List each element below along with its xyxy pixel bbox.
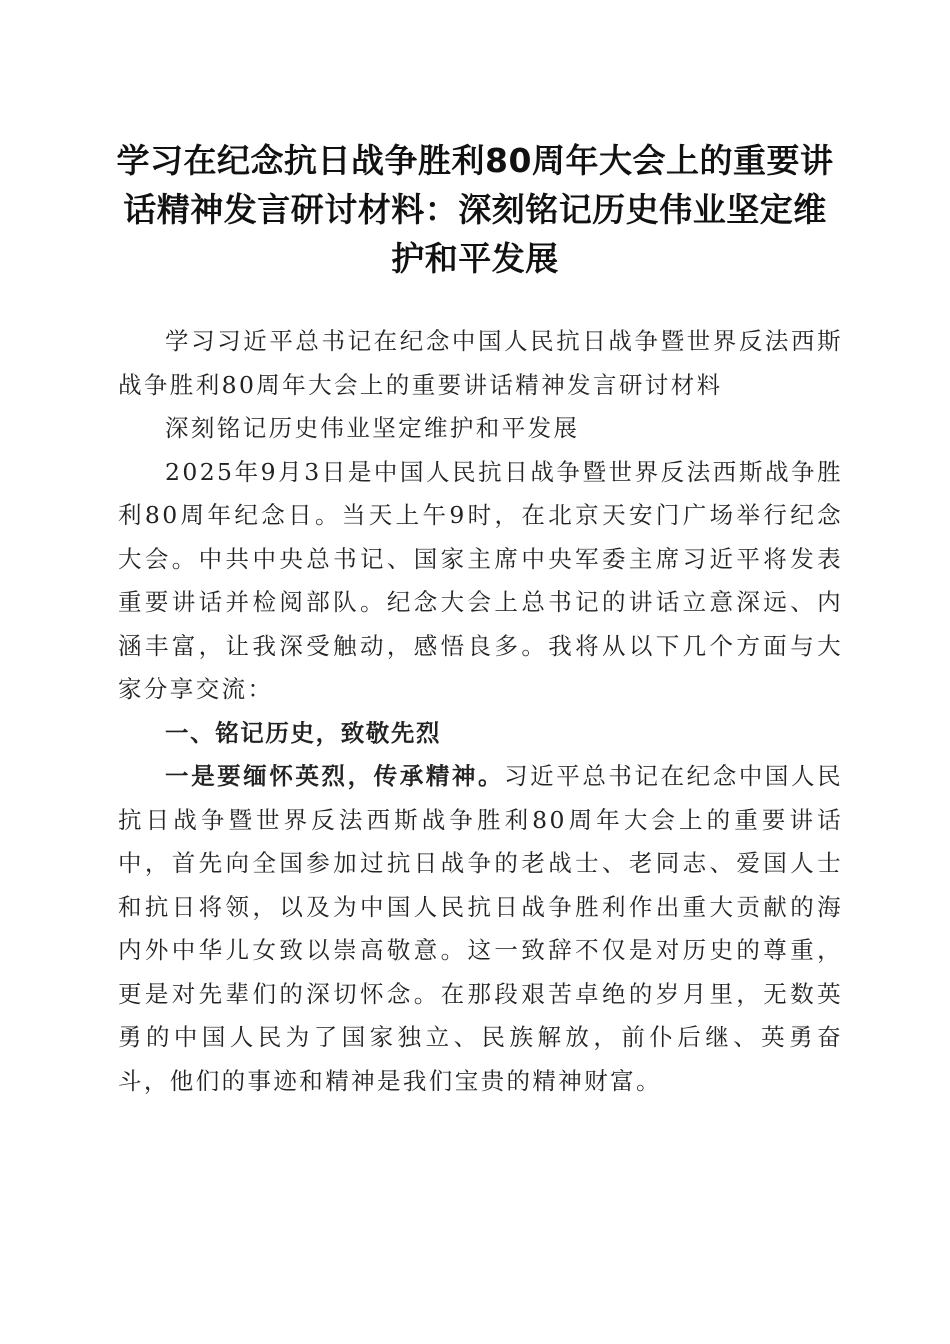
point-body: 习近平总书记在纪念中国人民抗日战争暨世界反法西斯战争胜利80周年大会上的重要讲话中，首先向全国参加过抗日战争的老战士、老同志、爱国人士和抗日将领，以及为中国人民抗日战争胜利作出重大贡献的海内外中华儿女致以崇高敬意。这一致辞不仅是对历史的尊重，更是对先辈们的深切怀念。在那段艰苦卓绝的岁月里，无数英勇的中国人民为了国家独立、民族解放，前仆后继、英勇奋斗，他们的事迹和精神是我们宝贵的精神财富。 (118, 762, 843, 1095)
subtitle-paragraph: 学习习近平总书记在纪念中国人民抗日战争暨世界反法西斯战争胜利80周年大会上的重要讲话精神发言研讨材料 (118, 327, 843, 399)
intro-paragraph: 2025年9月3日是中国人民抗日战争暨世界反法西斯战争胜利80周年纪念日。当天上午9时，在北京天安门广场举行纪念大会。中共中央总书记、国家主席中央军委主席习近平将发表重要讲话并检阅部队。纪念大会上总书记的讲话立意深远、内涵丰富，让我深受触动，感悟良多。我将从以下几个方面与大家分享交流： (118, 457, 843, 703)
point-paragraph (118, 755, 843, 1103)
document-title: 学习在纪念抗日战争胜利80周年大会上的重要讲话精神发言研讨材料：深刻铭记历史伟业坚定维护和平发展 (116, 141, 834, 278)
subtitle-theme-paragraph: 深刻铭记历史伟业坚定维护和平发展 (165, 414, 580, 442)
document-body (118, 320, 843, 1103)
section-heading: 一、铭记历史，致敬先烈 (165, 718, 442, 747)
point-lead: 一是要缅怀英烈，传承精神。 (165, 762, 505, 790)
